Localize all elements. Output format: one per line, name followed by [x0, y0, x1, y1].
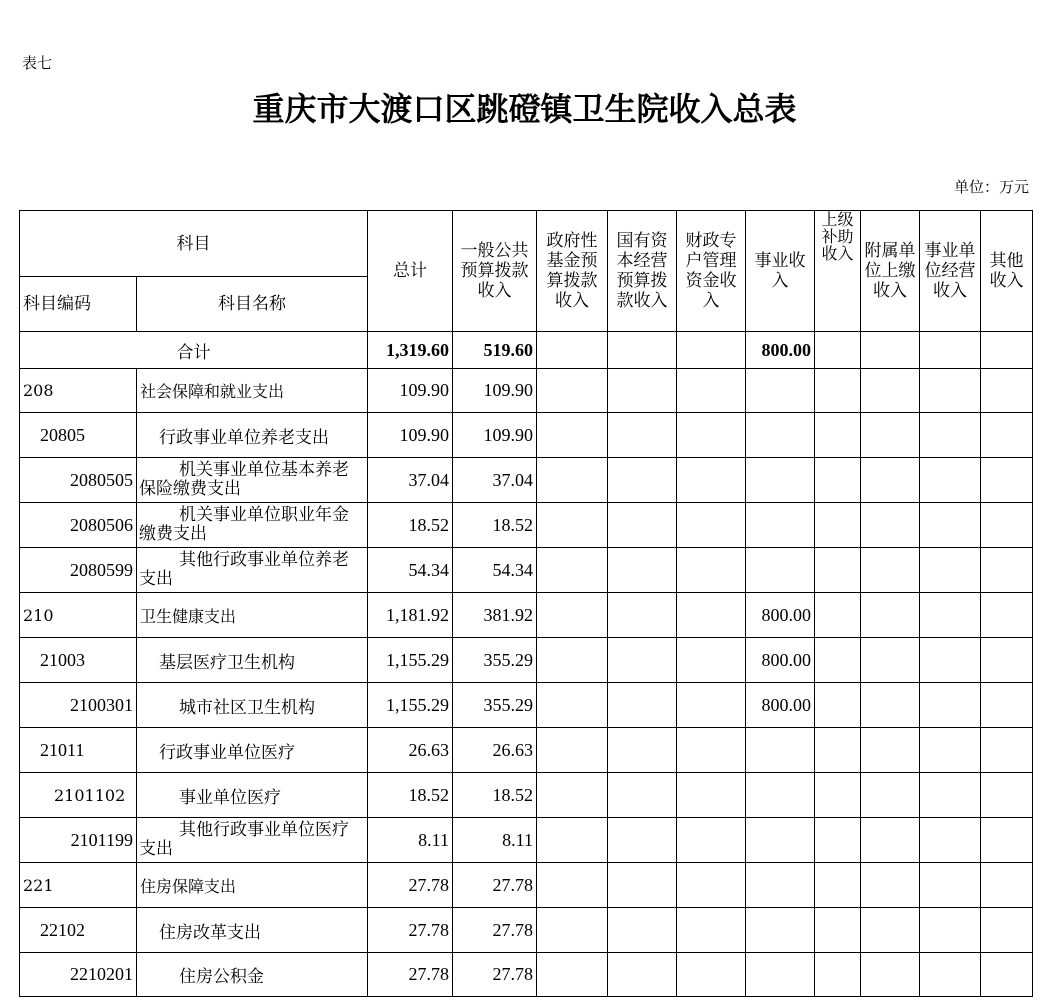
row-general: 54.34 [453, 548, 537, 593]
row-name: 卫生健康支出 [137, 593, 368, 638]
row-general: 109.90 [453, 369, 537, 413]
header-operating-income: 事业单位经营收入 [920, 211, 981, 332]
row-code: 210 [20, 593, 137, 638]
row-business [746, 458, 815, 503]
table-row [20, 683, 1033, 728]
row-general: 109.90 [453, 413, 537, 458]
header-subject: 科目 [20, 211, 368, 277]
row-total: 109.90 [368, 369, 453, 413]
table-row [20, 638, 1033, 683]
unit-label: 单位：万元 [953, 178, 1029, 196]
row-name: 住房保障支出 [137, 863, 368, 908]
row-general: 27.78 [453, 953, 537, 997]
total-business: 800.00 [746, 332, 815, 369]
row-business [746, 908, 815, 953]
table-row [20, 548, 1033, 593]
table-row [20, 818, 1033, 863]
row-business [746, 773, 815, 818]
row-total: 27.78 [368, 863, 453, 908]
total-sum: 1,319.60 [368, 332, 453, 369]
row-name: 其他行政事业单位医疗支出 [137, 818, 368, 863]
header-code: 科目编码 [20, 277, 137, 332]
row-total: 27.78 [368, 908, 453, 953]
row-general: 27.78 [453, 863, 537, 908]
row-code: 2080599 [20, 548, 137, 593]
row-code: 2101102 [20, 773, 137, 818]
row-name: 行政事业单位养老支出 [137, 413, 368, 458]
row-business: 800.00 [746, 593, 815, 638]
row-code: 22102 [20, 908, 137, 953]
row-code: 21003 [20, 638, 137, 683]
table-row [20, 458, 1033, 503]
row-name: 基层医疗卫生机构 [137, 638, 368, 683]
row-name: 其他行政事业单位养老支出 [137, 548, 368, 593]
row-total: 1,155.29 [368, 683, 453, 728]
row-total: 1,155.29 [368, 638, 453, 683]
table-row [20, 953, 1033, 997]
revenue-table [19, 210, 1033, 997]
row-total: 8.11 [368, 818, 453, 863]
row-name: 行政事业单位医疗 [137, 728, 368, 773]
row-business: 800.00 [746, 638, 815, 683]
row-total: 109.90 [368, 413, 453, 458]
row-total: 27.78 [368, 953, 453, 997]
row-general: 27.78 [453, 908, 537, 953]
row-general: 8.11 [453, 818, 537, 863]
row-total: 18.52 [368, 773, 453, 818]
row-name: 机关事业单位基本养老保险缴费支出 [137, 458, 368, 503]
row-name: 事业单位医疗 [137, 773, 368, 818]
header-fiscal-special: 财政专户管理资金收入 [677, 211, 746, 332]
total-general: 519.60 [453, 332, 537, 369]
row-code: 2080505 [20, 458, 137, 503]
row-total: 18.52 [368, 503, 453, 548]
header-business-income: 事业收入 [746, 211, 815, 332]
row-code: 2101199 [20, 818, 137, 863]
row-code: 21011 [20, 728, 137, 773]
row-total: 26.63 [368, 728, 453, 773]
row-business [746, 953, 815, 997]
header-total: 总计 [368, 211, 453, 332]
row-general: 26.63 [453, 728, 537, 773]
table-row [20, 728, 1033, 773]
header-name: 科目名称 [137, 277, 368, 332]
row-business [746, 818, 815, 863]
row-general: 381.92 [453, 593, 537, 638]
total-row [20, 332, 1033, 369]
row-name: 住房公积金 [137, 953, 368, 997]
table-number: 表七 [22, 54, 53, 72]
table-row [20, 773, 1033, 818]
row-code: 2100301 [20, 683, 137, 728]
header-general-budget: 一般公共预算拨款收入 [453, 211, 537, 332]
row-name: 住房改革支出 [137, 908, 368, 953]
row-name: 社会保障和就业支出 [137, 369, 368, 413]
row-name: 机关事业单位职业年金缴费支出 [137, 503, 368, 548]
row-business [746, 503, 815, 548]
row-business: 800.00 [746, 683, 815, 728]
row-general: 355.29 [453, 638, 537, 683]
row-code: 2210201 [20, 953, 137, 997]
header-gov-fund: 政府性基金预算拨款收入 [537, 211, 608, 332]
table-row [20, 503, 1033, 548]
row-code: 208 [20, 369, 137, 413]
row-general: 18.52 [453, 503, 537, 548]
row-general: 37.04 [453, 458, 537, 503]
header-superior-subsidy: 上级补助收入 [815, 211, 861, 332]
row-business [746, 369, 815, 413]
row-general: 355.29 [453, 683, 537, 728]
row-business [746, 728, 815, 773]
total-label: 合计 [20, 332, 368, 369]
table-row [20, 863, 1033, 908]
row-code: 221 [20, 863, 137, 908]
header-affiliated-unit: 附属单位上缴收入 [861, 211, 920, 332]
header-state-capital: 国有资本经营预算拨款收入 [608, 211, 677, 332]
row-code: 20805 [20, 413, 137, 458]
table-row [20, 413, 1033, 458]
header-other-income: 其他收入 [981, 211, 1033, 332]
row-business [746, 413, 815, 458]
row-general: 18.52 [453, 773, 537, 818]
table-row [20, 908, 1033, 953]
row-code: 2080506 [20, 503, 137, 548]
table-row [20, 593, 1033, 638]
page-title: 重庆市大渡口区跳磴镇卫生院收入总表 [252, 90, 797, 128]
row-total: 37.04 [368, 458, 453, 503]
row-business [746, 863, 815, 908]
row-name: 城市社区卫生机构 [137, 683, 368, 728]
row-business [746, 548, 815, 593]
row-total: 54.34 [368, 548, 453, 593]
row-total: 1,181.92 [368, 593, 453, 638]
table-row [20, 369, 1033, 413]
